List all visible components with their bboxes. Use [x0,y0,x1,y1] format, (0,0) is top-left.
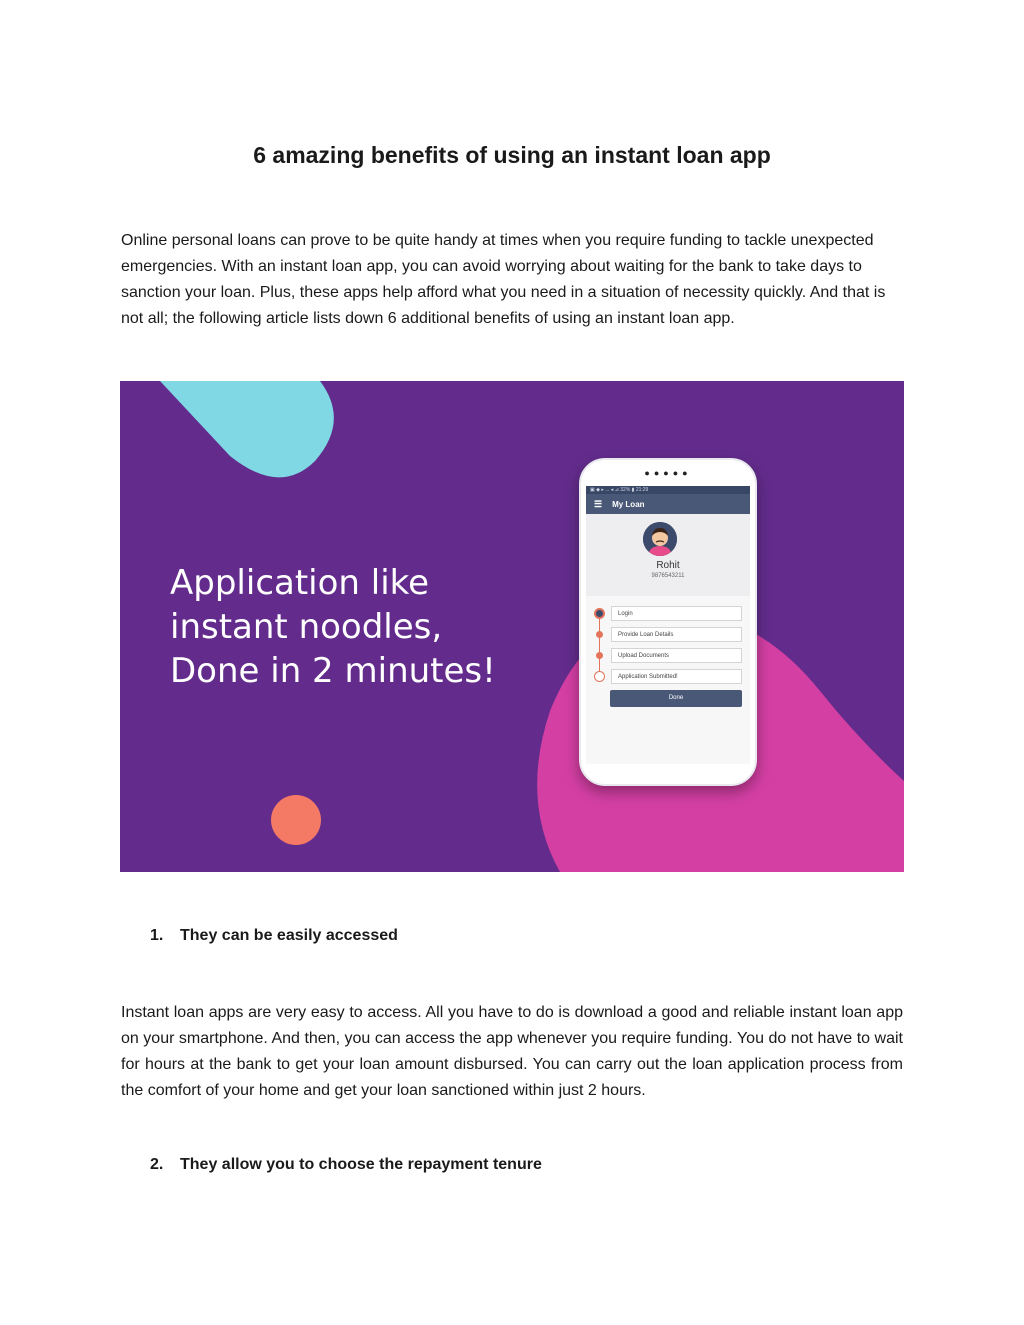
headline-line-1: Application like [170,563,430,603]
phone-screen [586,486,750,764]
user-phone: 9876543211 [651,573,685,579]
headline-line-2: instant noodles, [170,607,443,647]
step-upload-documents [590,646,746,667]
step-application-submitted [590,667,746,688]
section-heading-1 [150,927,398,945]
check-circle-icon [594,671,605,682]
section-number: 1. [150,927,164,944]
step-label: Provide Loan Details [611,627,742,642]
phone-mockup [579,458,757,786]
section-title: They can be easily accessed [180,927,398,944]
headline-line-3: Done in 2 minutes! [170,651,496,691]
step-dot-icon [596,631,603,638]
phone-bezel [581,460,755,488]
article-title: 6 amazing benefits of using an instant loan app [253,142,771,168]
coral-circle [271,795,321,845]
user-name: Rohit [656,560,680,571]
step-dot-icon [596,652,603,659]
section-title: They allow you to choose the repayment tenure [180,1156,542,1173]
app-title: My Loan [612,499,645,509]
intro-paragraph: Online personal loans can prove to be quite handy at times when you require funding to tackle unexpected emergencies. With an instant loan app, you can avoid worrying about waiting for the bank to take days to sanction your loan. Plus, these apps help afford what you need in a situation of necessity quickly. And that is not all; the following article lists down 6 additional benefits of using an instant loan app. [121,232,886,327]
teal-shape [160,381,334,477]
app-bar [586,494,750,514]
section-heading-2 [150,1156,542,1174]
application-steps [590,604,746,688]
section-number: 2. [150,1156,164,1173]
promo-banner-image [120,381,904,872]
profile-card [586,514,750,596]
step-label: Application Submitted! [611,669,742,684]
avatar [643,522,677,556]
status-bar: ▣ ◆ ▸ ... ◂ ⊿ 32% ▮ 21:29 [586,486,750,494]
menu-icon: ☰ [594,498,603,509]
phone-sensors-icon: ●●●●● [644,468,692,478]
step-loan-details [590,625,746,646]
step-label: Upload Documents [611,648,742,663]
banner-headline [170,561,496,693]
avatar-face-icon [643,522,677,556]
step-dot-icon [594,608,605,619]
step-label: Login [611,606,742,621]
step-login [590,604,746,625]
done-button: Done [610,690,742,707]
section-body-1: Instant loan apps are very easy to access. All you have to do is download a good and reliable instant loan app on your smartphone. And then, you can access the app whenever you require funding. You do not have to wait for hours at the bank to get your loan amount disbursed. You can carry out the loan application process from the comfort of your home and get your loan sanctioned within just 2 hours. [121,1004,903,1099]
